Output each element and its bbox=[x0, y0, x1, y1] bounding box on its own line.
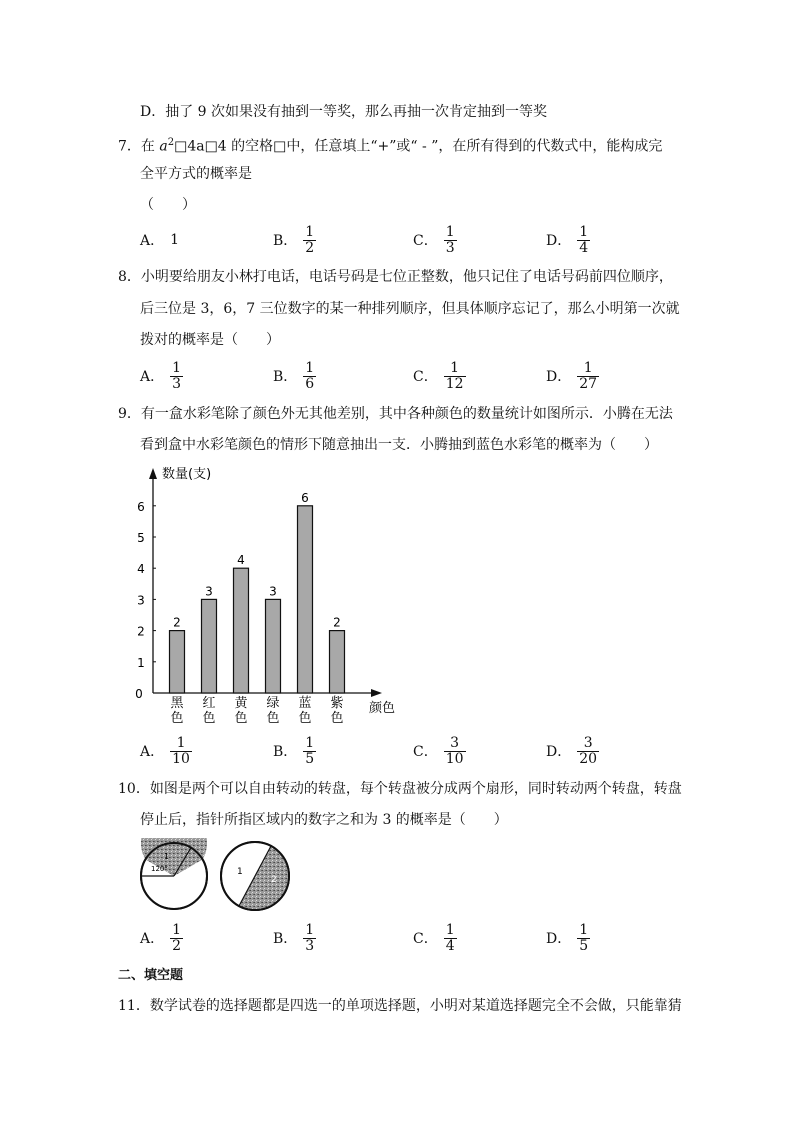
numerator: 1 bbox=[579, 921, 589, 938]
bar bbox=[298, 506, 313, 693]
fraction bbox=[444, 736, 466, 767]
q11-line1: 11．数学试卷的选择题都是四选一的单项选择题，小明对某道选择题完全不会做，只能靠猜 bbox=[118, 998, 682, 1014]
x-category-label-char1: 黄 bbox=[234, 696, 248, 711]
bar-value-label: 2 bbox=[333, 615, 341, 630]
y-tick-label: 2 bbox=[137, 624, 145, 639]
denominator: 10 bbox=[172, 750, 190, 767]
q8-line2: 后三位是 3，6，7 三位数字的某一种排列顺序，但具体顺序忘记了，那么小明第一次就 bbox=[140, 301, 680, 317]
fraction bbox=[303, 923, 316, 954]
x-category-label-char1: 红 bbox=[202, 696, 216, 711]
q7-variable: a bbox=[159, 138, 168, 155]
fraction bbox=[170, 923, 183, 954]
spinner-diagram bbox=[138, 838, 308, 918]
y-tick-label: 3 bbox=[137, 593, 145, 608]
fraction bbox=[444, 923, 457, 954]
q7-blank: （ ） bbox=[140, 197, 196, 213]
option-label: D． bbox=[546, 931, 572, 947]
q10-options bbox=[140, 920, 700, 956]
q6-option-d: D．抽了 9 次如果没有抽到一等奖，那么再抽一次肯定抽到一等奖 bbox=[140, 104, 548, 120]
q8-option-b[interactable] bbox=[273, 358, 316, 394]
denominator: 4 bbox=[579, 239, 589, 256]
y-tick-label: 1 bbox=[137, 655, 145, 670]
x-axis-label: 颜色 bbox=[369, 701, 396, 716]
q7-prefix: 7．在 bbox=[118, 138, 160, 155]
fraction bbox=[303, 736, 316, 767]
numerator: 1 bbox=[445, 223, 455, 240]
bar bbox=[266, 599, 281, 693]
y-tick-label: 5 bbox=[137, 531, 145, 545]
option-label: C． bbox=[413, 233, 438, 249]
fraction bbox=[303, 361, 316, 392]
q7-line1 bbox=[118, 134, 662, 156]
numerator: 3 bbox=[450, 734, 460, 751]
q7-superscript: 2 bbox=[167, 137, 175, 148]
option-label: B． bbox=[273, 233, 298, 249]
x-category-label-char2: 色 bbox=[330, 711, 344, 726]
option-label: B． bbox=[273, 931, 298, 947]
option-label: A． bbox=[140, 931, 165, 947]
y-tick-label: 6 bbox=[137, 499, 145, 514]
q10-option-a[interactable] bbox=[140, 920, 183, 956]
q7-expression: □4a□4 的空格□中，任意填上“+”或“ - ”，在所有得到的代数式中，能构成完 bbox=[174, 138, 663, 155]
x-category-label-char2: 色 bbox=[170, 711, 184, 726]
option-label: C． bbox=[413, 931, 438, 947]
fraction bbox=[577, 225, 590, 256]
fraction bbox=[444, 361, 466, 392]
spinner-1-top-label: 1 bbox=[164, 852, 170, 861]
denominator: 27 bbox=[579, 375, 598, 392]
bar bbox=[202, 599, 217, 693]
q10-line1: 10．如图是两个可以自由转动的转盘，每个转盘被分成两个扇形，同时转动两个转盘，转盘 bbox=[118, 781, 682, 797]
q8-line1: 8．小明要给朋友小林打电话，电话号码是七位正整数，他只记住了电话号码前四位顺序， bbox=[118, 269, 673, 285]
numerator: 1 bbox=[445, 921, 455, 938]
fraction bbox=[303, 225, 316, 256]
q7-option-b[interactable] bbox=[273, 222, 316, 258]
bar bbox=[170, 631, 185, 693]
denominator: 3 bbox=[305, 937, 315, 954]
option-label: D． bbox=[546, 744, 572, 760]
q8-option-a[interactable] bbox=[140, 358, 183, 394]
q9-line1: 9．有一盒水彩笔除了颜色外无其他差别，其中各种颜色的数量统计如图所示．小腾在无法 bbox=[118, 406, 673, 422]
fraction bbox=[444, 225, 457, 256]
numerator: 1 bbox=[450, 359, 460, 376]
x-category-label-char1: 黑 bbox=[170, 696, 184, 711]
x-axis-arrow bbox=[371, 689, 382, 697]
denominator: 4 bbox=[445, 937, 455, 954]
bar bbox=[330, 631, 345, 693]
denominator: 5 bbox=[305, 750, 315, 767]
q9-option-a[interactable] bbox=[140, 733, 192, 769]
q9-line2: 看到盒中水彩笔颜色的情形下随意抽出一支．小腾抽到蓝色水彩笔的概率为（ ） bbox=[140, 437, 658, 453]
q7-options bbox=[140, 222, 700, 258]
numerator: 1 bbox=[172, 359, 182, 376]
numerator: 3 bbox=[583, 734, 593, 751]
q10-option-b[interactable] bbox=[273, 920, 316, 956]
denominator: 5 bbox=[579, 937, 589, 954]
x-category-label-char2: 色 bbox=[298, 711, 312, 726]
option-label: C． bbox=[413, 369, 438, 385]
bar bbox=[234, 568, 249, 693]
bar-chart bbox=[120, 460, 420, 730]
x-category-label-char1: 绿 bbox=[266, 696, 280, 711]
option-label: D． bbox=[546, 233, 572, 249]
bar-value-label: 3 bbox=[269, 584, 277, 599]
option-label: C． bbox=[413, 744, 438, 760]
x-category-label-char2: 色 bbox=[234, 711, 248, 726]
option-label: B． bbox=[273, 369, 298, 385]
x-category-label-char2: 色 bbox=[266, 711, 280, 726]
spinner-1-angle-label: 120° bbox=[151, 865, 168, 873]
option-label: A． bbox=[140, 744, 165, 760]
bar-value-label: 3 bbox=[205, 584, 213, 599]
denominator: 3 bbox=[172, 375, 182, 392]
spinner-1-bottom-label: 2 bbox=[180, 883, 186, 892]
numerator: 1 bbox=[305, 223, 315, 240]
numerator: 1 bbox=[176, 734, 186, 751]
numerator: 1 bbox=[583, 359, 593, 376]
fraction bbox=[577, 923, 590, 954]
section-heading-fill-in: 二、填空题 bbox=[118, 968, 184, 983]
option-label: A． bbox=[140, 233, 165, 249]
q7-line2: 全平方式的概率是 bbox=[140, 166, 252, 182]
y-tick-label: 4 bbox=[137, 562, 145, 577]
q10-line2: 停止后，指针所指区域内的数字之和为 3 的概率是（ ） bbox=[140, 812, 508, 828]
bar-value-label: 4 bbox=[237, 553, 245, 568]
y-tick-label: 0 bbox=[135, 687, 143, 701]
q8-option-c[interactable] bbox=[413, 358, 466, 394]
x-category-label-char2: 色 bbox=[202, 711, 216, 726]
q10-option-d[interactable] bbox=[546, 920, 590, 956]
option-label: B． bbox=[273, 744, 298, 760]
spinner-1 bbox=[141, 838, 207, 909]
q9-option-c[interactable] bbox=[413, 733, 466, 769]
numerator: 1 bbox=[305, 734, 315, 751]
denominator: 3 bbox=[445, 239, 455, 256]
numerator: 1 bbox=[305, 921, 315, 938]
q10-option-c[interactable] bbox=[413, 920, 457, 956]
q9-option-b[interactable] bbox=[273, 733, 316, 769]
fraction bbox=[170, 736, 192, 767]
q9-options bbox=[140, 733, 700, 769]
spinner-2 bbox=[221, 842, 289, 910]
option-value: 1 bbox=[170, 232, 180, 248]
option-label: D． bbox=[546, 369, 572, 385]
q7-option-d[interactable] bbox=[546, 222, 590, 258]
q8-options bbox=[140, 358, 700, 394]
q7-option-c[interactable] bbox=[413, 222, 457, 258]
numerator: 1 bbox=[579, 223, 589, 240]
denominator: 2 bbox=[172, 937, 182, 954]
fraction bbox=[577, 736, 599, 767]
y-axis-arrow bbox=[149, 468, 157, 479]
denominator: 10 bbox=[445, 750, 464, 767]
x-category-label-char1: 蓝 bbox=[298, 696, 312, 711]
x-category-label-char1: 紫 bbox=[330, 696, 344, 711]
q7-option-a[interactable] bbox=[140, 222, 179, 258]
denominator: 12 bbox=[445, 375, 464, 392]
bar-value-label: 6 bbox=[301, 490, 309, 505]
spinner-2-right-label: 2 bbox=[271, 875, 277, 885]
bar-value-label: 2 bbox=[173, 615, 181, 630]
fraction bbox=[170, 361, 183, 392]
numerator: 1 bbox=[172, 921, 182, 938]
q8-option-d[interactable] bbox=[546, 358, 599, 394]
spinner-2-left-label: 1 bbox=[237, 867, 243, 877]
q8-line3: 拨对的概率是（ ） bbox=[140, 332, 280, 348]
y-axis-label: 数量(支) bbox=[162, 467, 212, 482]
denominator: 6 bbox=[305, 375, 315, 392]
q9-option-d[interactable] bbox=[546, 733, 599, 769]
option-label: A． bbox=[140, 369, 165, 385]
denominator: 20 bbox=[579, 750, 598, 767]
denominator: 2 bbox=[305, 239, 315, 256]
fraction bbox=[577, 361, 599, 392]
numerator: 1 bbox=[305, 359, 315, 376]
